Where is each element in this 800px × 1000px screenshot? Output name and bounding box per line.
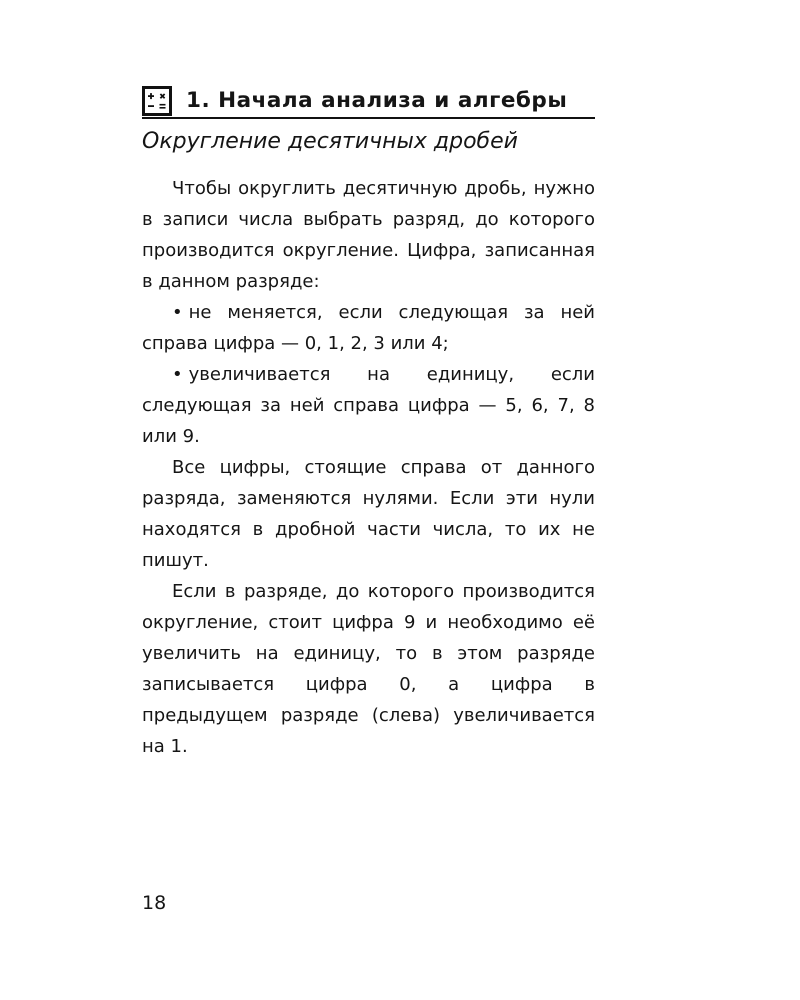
body-text bbox=[142, 173, 595, 762]
bullet-marker: • bbox=[172, 364, 183, 385]
page-body bbox=[142, 84, 595, 762]
bullet-text: не меняется, если следующая за ней справа цифра — 0, 1, 2, 3 или 4; bbox=[142, 302, 595, 354]
bullet-marker: • bbox=[172, 302, 183, 323]
page-number: 18 bbox=[142, 892, 167, 914]
bullet-item bbox=[142, 359, 595, 452]
paragraph-nine: Если в разряде, до которого производится округление, стоит цифра 9 и необходимо её увеличить на единицу, то в этом разряде записывается цифра 0, а цифра в предыдущем разряде (слева) увеличивается на 1. bbox=[142, 581, 595, 757]
bullet-item bbox=[142, 297, 595, 359]
grid-of-math-symbols-icon bbox=[142, 86, 172, 116]
paragraph-zeros: Все цифры, стоящие справа от данного разряда, заменяются нулями. Если эти нули находятся в дробной части числа, то их не пишут. bbox=[142, 457, 595, 571]
page-heading: Округление десятичных дробей bbox=[142, 129, 518, 154]
bullet-text: увеличивается на единицу, если следующая за ней справа цифра — 5, 6, 7, 8 или 9. bbox=[142, 364, 595, 447]
section-header bbox=[142, 84, 595, 119]
paragraph-intro: Чтобы округлить десятичную дробь, нужно в записи числа выбрать разряд, до которого производится округление. Цифра, записанная в данном разряде: bbox=[142, 178, 595, 292]
section-title: 1. Начала анализа и алгебры bbox=[186, 87, 568, 113]
